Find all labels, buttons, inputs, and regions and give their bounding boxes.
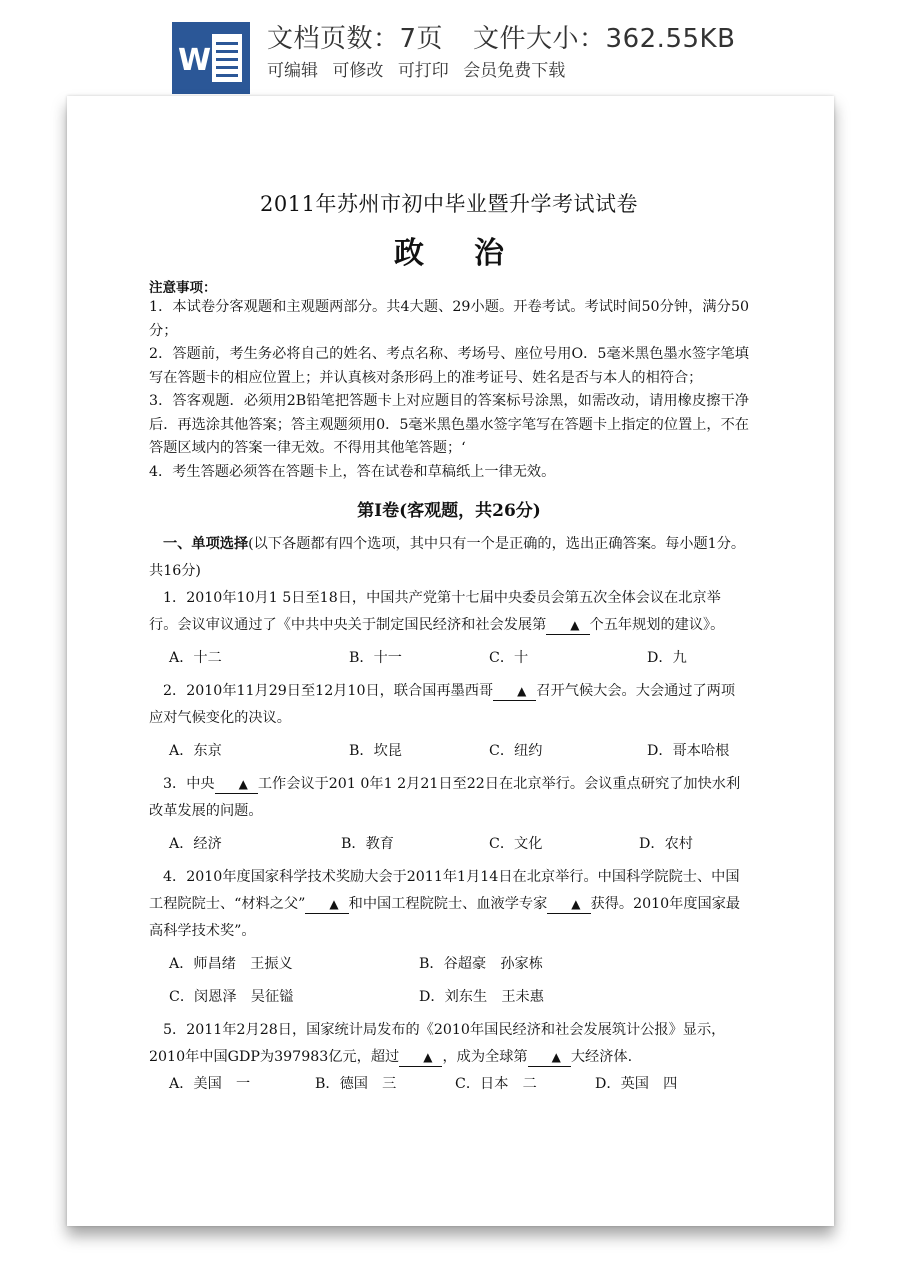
notes-heading: 注意事项： [149,280,217,296]
answer-blank: ▲ [493,682,536,701]
exam-title: 2011年苏州市初中毕业暨升学考试试卷 [260,192,638,216]
file-info [267,18,735,55]
option-d: D．刘东生 王未惠 [419,989,544,1005]
option-c: C．纽约 [489,743,543,759]
question-1: 1．2010年10月1 5日至18日，中国共产党第十七届中央委员会第五次全体会议在北京举行。会议审议通过了《中共中央关于制定国民经济和社会发展第 ▲ 个五年规划的建议》。 [149,590,725,633]
options-row [149,645,749,672]
option-d: D．哥本哈根 [647,743,730,759]
option-b: B．坎昆 [349,743,402,759]
answer-blank: ▲ [215,775,258,794]
options-row [149,951,749,978]
document-page [67,96,834,1226]
page-count: 文档页数：7页 [267,24,444,54]
option-a: A．东京 [169,743,222,759]
note-item: 4．考生答题必须答在答题卡上，答在试卷和草稿纸上一律无效。 [149,463,556,480]
question-4: 4．2010年度国家科学技术奖励大会于2011年1月14日在北京举行。中国科学院院士、中国工程院院士、“材料之父” ▲ 和中国工程院院士、血液学专家 ▲ 获得。2010年度国家最高科学技术奖”。 [149,869,741,939]
exam-subject: 政治 [394,236,554,271]
note-item: 2．答题前，考生务必将自己的姓名、考点名称、考场号、座位号用O．5毫米黑色墨水签字笔填写在答题卡的相应位置上；并认真核对条形码上的准考证号、姓名是否与本人的相符合； [149,346,749,386]
section-title: 第Ⅰ卷(客观题，共26分) [357,501,541,521]
note-item: 1．本试卷分客观题和主观题两部分。共4大题、29小题。开卷考试。考试时间50分钟，满分50分； [149,299,749,339]
option-a: A．十二 [169,650,222,666]
option-c: C．日本 二 [455,1076,537,1092]
header-banner [0,0,900,96]
option-c: C．闵恩泽 吴征镒 [169,989,294,1005]
tag-free-download: 会员免费下载 [463,61,566,81]
word-document-icon [172,22,250,94]
answer-blank: ▲ [399,1048,442,1067]
option-b: B．教育 [341,836,394,852]
options-row [149,831,749,858]
option-b: B．十一 [349,650,402,666]
option-d: D．九 [647,650,687,666]
answer-blank: ▲ [546,616,589,635]
options-row [149,984,749,1011]
file-size: 文件大小：362.55KB [473,24,736,54]
option-a: A．美国 一 [169,1076,251,1092]
options-row [149,738,749,765]
tag-printable: 可打印 [397,61,449,81]
question-2: 2．2010年11月29日至12月10日，联合国再墨西哥 ▲ 召开气候大会。大会通过了两项应对气候变化的决议。 [149,683,736,726]
answer-blank: ▲ [547,895,590,914]
option-b: B．谷超豪 孙家栋 [419,956,543,972]
feature-tags [267,56,574,81]
option-c: C．文化 [489,836,543,852]
option-a: A．经济 [169,836,222,852]
tag-editable: 可编辑 [267,61,318,81]
option-d: D．英国 四 [595,1076,678,1092]
tag-modifiable: 可修改 [332,61,384,81]
note-item: 3．答客观题．必须用2B铅笔把答题卡上对应题目的答案标号涂黑，如需改动，请用橡皮擦干净后．再选涂其他答案；答主观题须用0．5毫米黑色墨水签字笔写在答题卡上指定的位置上，不在答题区域内的答案一律无效。不得用其他笔答题；‘ [149,393,749,456]
option-d: D．农村 [639,836,693,852]
options-row [149,1071,749,1098]
option-b: B．德国 三 [315,1076,397,1092]
question-3: 3．中央 ▲ 工作会议于201 0年1 2月21日至22日在北京举行。会议重点研究了加快水利改革发展的问题。 [149,776,741,819]
question-5: 5．2011年2月28日，国家统计局发布的《2010年国民经济和社会发展筑计公报》显示，2010年中国GDP为397983亿元，超过 ▲ ，成为全球第 ▲ 大经济体. [149,1022,726,1065]
answer-blank: ▲ [528,1048,571,1067]
part-label: 一、单项选择 [163,536,249,552]
option-c: C．十 [489,650,529,666]
option-a: A．师昌绪 王振义 [169,956,293,972]
part-instructions: 一、单项选择(以下各题都有四个选项，其中只有一个是正确的，选出正确答案。每小题1分。共16分) [149,536,746,579]
answer-blank: ▲ [305,895,348,914]
svg-text:W: W [178,43,212,78]
